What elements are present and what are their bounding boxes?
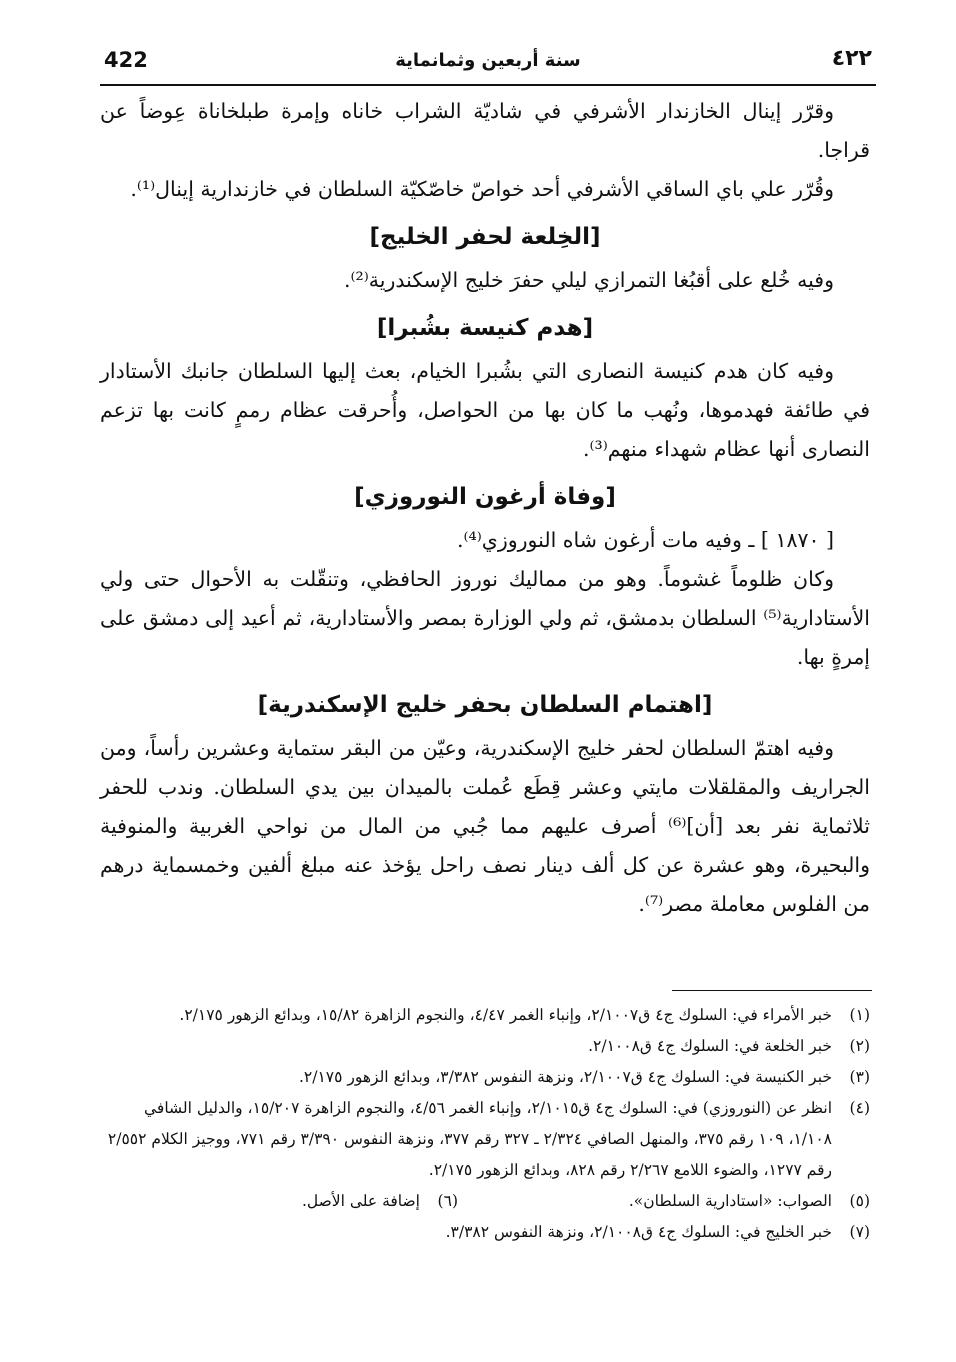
page-number-arabic: ٤٢٢ xyxy=(831,46,872,71)
footnote-number: (٦) xyxy=(437,1192,458,1210)
footnote-divider xyxy=(672,990,872,991)
footnote-number: (٧) xyxy=(849,1223,870,1241)
footnote-pair xyxy=(100,1186,870,1217)
paragraph: وفيه اهتمّ السلطان لحفر خليج الإسكندرية، وعيّن من البقر ستماية وعشرين رأساً، ومن الجراريف والمقلقلات مايتي وعشر قِطَع عُملت بالميدان بين يدي السلطان. وندب للحفر ثلاثماية نفر بعد [أن]⁽⁶⁾ أصرف عليهم مما جُبي من المال من نواحي الغربية والمنوفية والبحيرة، وهو عشرة عن كل ألف دينار نصف راحل يؤخذ عنه مبلغ ألفين وخمسماية درهم من الفلوس معاملة مصر⁽⁷⁾. xyxy=(100,736,870,916)
footnote xyxy=(100,1000,870,1031)
paragraph: وفيه خُلع على أقبُغا التمرازي ليلي حفرَ خليج الإسكندرية⁽²⁾. xyxy=(343,268,834,292)
footnote-number: (٣) xyxy=(849,1068,870,1086)
paragraph: وقُرّر علي باي الساقي الأشرفي أحد خواصّ خاصّكيّة السلطان في خازندارية إينال⁽¹⁾. xyxy=(130,177,834,201)
footnote xyxy=(100,1217,870,1248)
footnote-text: خبر الخلعة في: السلوك ج٤ ق٢/١٠٠٨. xyxy=(588,1037,832,1055)
page-number-latin: 422 xyxy=(104,48,148,72)
main-text xyxy=(100,92,870,924)
footnote-text: إضافة على الأصل. xyxy=(301,1192,420,1210)
footnote-number: (٢) xyxy=(849,1037,870,1055)
footnote-text: الصواب: «استادارية السلطان». xyxy=(628,1192,832,1210)
paragraph: وكان ظلوماً غشوماً. وهو من مماليك نوروز الحافظي، وتنقّلت به الأحوال حتى ولي الأستادارية⁽⁵⁾ السلطان بدمشق، ثم ولي الوزارة بمصر والأستادارية، ثم أعيد إلى دمشق على إمرةٍ بها. xyxy=(100,567,870,669)
footnote-number: (٤) xyxy=(849,1099,870,1117)
footnote-text: خبر الكنيسة في: السلوك ج٤ ق٢/١٠٠٧، ونزهة النفوس ٣/٣٨٢، وبدائع الزهور ٢/١٧٥. xyxy=(298,1068,832,1086)
page-header xyxy=(100,40,876,86)
section-heading: [هدم كنيسة بشُبرا] xyxy=(376,315,594,341)
footnote-number: (١) xyxy=(849,1006,870,1024)
running-title: سنة أربعين وثمانماية xyxy=(395,50,581,71)
footnote-text: خبر الخليج في: السلوك ج٤ ق٢/١٠٠٨، ونزهة النفوس ٣/٣٨٢. xyxy=(445,1223,832,1241)
footnote-text: انظر عن (النوروزي) في: السلوك ج٤ ق٢/١٠١٥، وإنباء الغمر ٤/٥٦، والنجوم الزاهرة ١٥/٢٠٧، والدليل الشافي ١/١٠٨، ١٠٩ رقم ٣٧٥، والمنهل الصافي ٢/٣٢٤ ـ ٣٢٧ رقم ٣٧٧، ونزهة النفوس ٣/٣٩٠ رقم ٧٧١، ووجيز الكلام ٢/٥٥٢ رقم ١٢٧٧، والضوء اللامع ٢/٢٦٧ رقم ٨٢٨، وبدائع الزهور ٢/١٧٥. xyxy=(107,1099,832,1179)
paragraph: وفيه كان هدم كنيسة النصارى التي بشُبرا الخيام، بعث إليها السلطان جانبك الأستادار في طائفة فهدموها، ونُهب ما كان بها من الحواصل، وأُحرقت عظام رممٍ كانت بها تزعم النصارى أنها عظام شهداء منهم⁽³⁾. xyxy=(100,359,870,461)
footnote xyxy=(100,1093,870,1186)
footnote xyxy=(100,1062,870,1093)
footnote-number: (٥) xyxy=(849,1192,870,1210)
section-heading: [اهتمام السلطان بحفر خليج الإسكندرية] xyxy=(257,692,713,718)
footnote-text: خبر الأمراء في: السلوك ج٤ ق٢/١٠٠٧، وإنباء الغمر ٤/٤٧، والنجوم الزاهرة ١٥/٨٢، وبدائع الزهور ٢/١٧٥. xyxy=(179,1006,832,1024)
paragraph xyxy=(100,521,870,560)
paragraph: وقرّر إينال الخازندار الأشرفي في شاديّة الشراب خاناه وإمرة طبلخاناة عِوضاً عن قراجا. xyxy=(100,99,870,162)
section-heading: [الخِلعة لحفر الخليج] xyxy=(369,224,601,250)
entry-text: وفيه مات أرغون شاه النوروزي⁽⁴⁾. xyxy=(456,528,742,552)
section-heading: [وفاة أرغون النوروزي] xyxy=(354,484,616,510)
footnotes xyxy=(100,1000,870,1248)
footnote xyxy=(100,1031,870,1062)
entry-number: [ ١٨٧٠ ] ـ xyxy=(748,528,834,552)
